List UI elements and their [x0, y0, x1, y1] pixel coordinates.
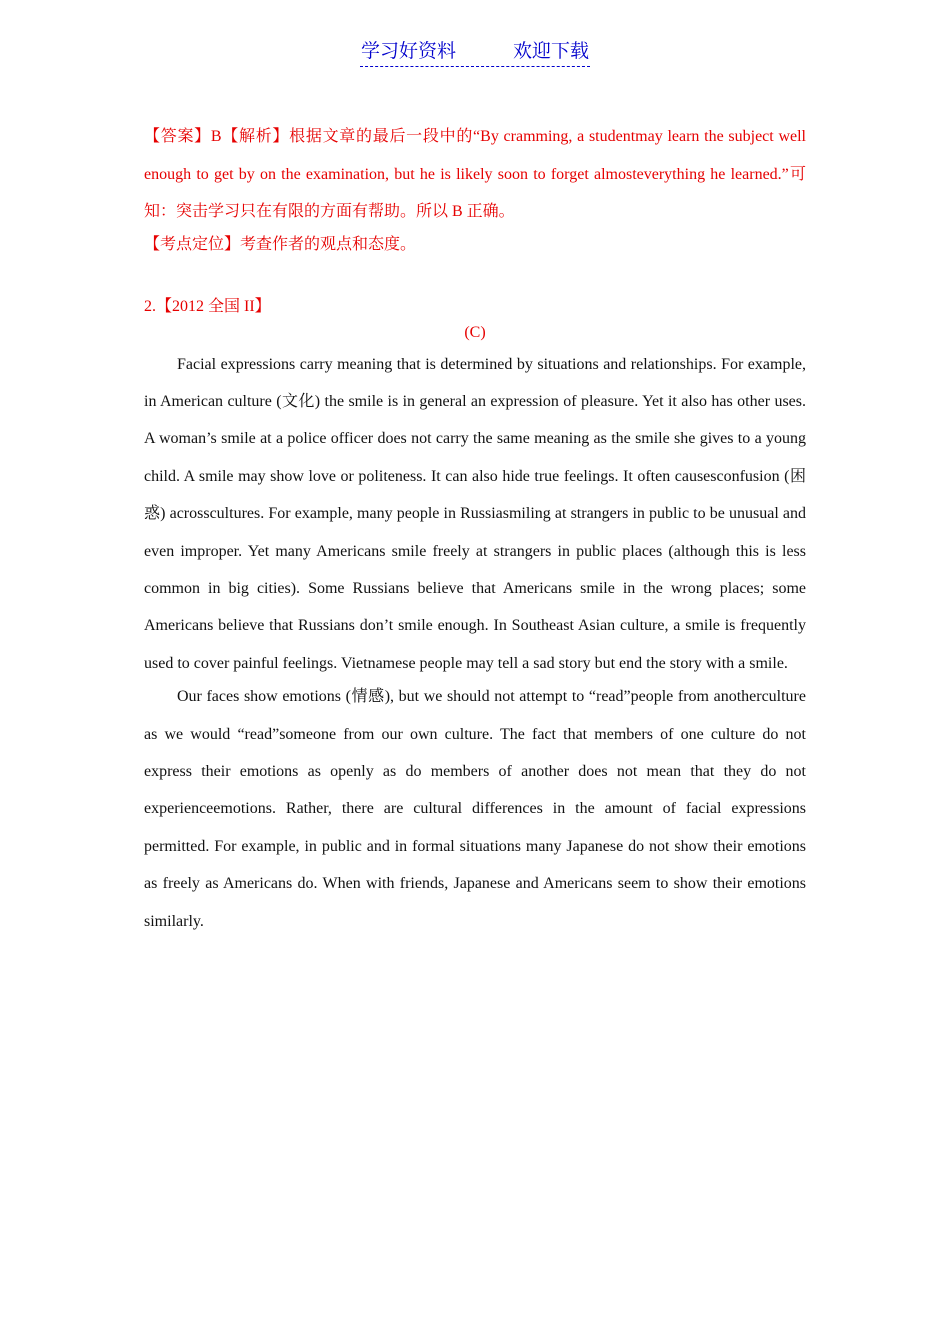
passage-label: (C): [464, 323, 486, 341]
header-banner: [360, 38, 590, 67]
passage-paragraph-1: Facial expressions carry meaning that is determined by situations and relationships. For example, in American culture (文化) the smile is in general an expression of pleasure. Yet it also has other uses. A woman’s smile at a police officer does not carry the same meaning as the smile she gives to a young child. A smile may show love or politeness. It can also hide true feelings. It often causesconfusion (困惑) acrosscultures. For example, many people in Russiasmiling at strangers in public to be unusual and even improper. Yet many Americans smile freely at strangers in public places (although this is less common in big cities). Some Russians believe that Americans smile in the wrong places; some Americans believe that Russians don’t smile enough. In Southeast Asian culture, a smile is frequently used to cover painful feelings. Vietnamese people may tell a sad story but end the story with a smile.: [144, 355, 806, 672]
exam-point: 【考点定位】考查作者的观点和态度。: [144, 235, 417, 253]
header-left-text: 学习好资料: [360, 41, 456, 62]
question-number: 2.【2012 全国 II】: [144, 297, 271, 315]
passage-paragraph-2: Our faces show emotions (情感), but we should not attempt to “read”people from anotherculture as we would “read”someone from our own culture. The fact that members of one culture do not express their emotions as openly as do members of another does not mean that they do not experienceemotions. Rather, there are cultural differences in the amount of facial expressions permitted. For example, in public and in formal situations many Japanese do not show their emotions as freely as Americans do. When with friends, Japanese and Americans seem to show their emotions similarly.: [144, 688, 806, 930]
answer-explanation: 【答案】B【解析】根据文章的最后一段中的“By cramming, a studentmay learn the subject well enough to get by on the examination, but he is likely soon to forget almosteverything he learned.”可知：突击学习只在有限的方面有帮助。所以 B 正确。: [144, 128, 806, 220]
page-header: [0, 38, 950, 67]
document-content: [144, 118, 806, 940]
header-right-text: 欢迎下载: [513, 41, 590, 62]
